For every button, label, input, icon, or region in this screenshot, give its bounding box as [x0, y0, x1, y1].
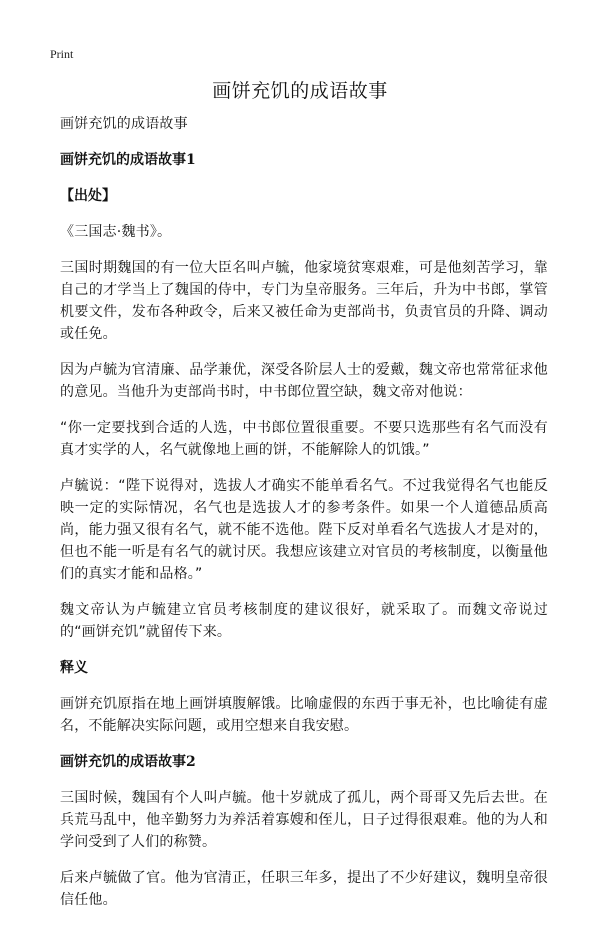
source-heading: 【出处】: [60, 188, 116, 204]
article-body: [60, 113, 548, 925]
page-title: 画饼充饥的成语故事: [212, 80, 388, 102]
story2-heading: 画饼充饥的成语故事2: [60, 754, 196, 770]
story1-paragraph-2: 因为卢毓为官清廉、品学兼优，深受各阶层人士的爱戴，魏文帝也常常征求他的意见。当他升为吏部尚书时，中书郎位置空缺，魏文帝对他说：: [60, 362, 548, 400]
source-text: 《三国志·魏书》。: [60, 224, 172, 240]
story2-paragraph-2: 后来卢毓做了官。他为官清正，任职三年多，提出了不少好建议，魏明皇帝很信任他。: [60, 870, 548, 908]
story1-heading: 画饼充饥的成语故事1: [60, 152, 196, 168]
print-link[interactable]: Print: [50, 47, 74, 61]
story1-paragraph-4: 卢毓说：“陛下说得对，选拔人才确实不能单看名气。不过我觉得名气也能反映一定的实际情况，名气也是选拔人才的参考条件。如果一个人道德品质高尚，能力强又很有名气，就不能不选他。陛下反对单看名气选拔人才是对的，但也不能一听是有名气的就讨厌。我想应该建立对官员的考核制度，以衡量他们的真实才能和品格。”: [60, 478, 548, 582]
story1-paragraph-1: 三国时期魏国的有一位大臣名叫卢毓，他家境贫寒艰难，可是他刻苦学习，靠自己的才学当上了魏国的侍中，专门为皇帝服务。三年后，升为中书郎，掌管机要文件，发布各种政令，后来又被任命为吏部尚书，负责官员的升降、调动或任免。: [60, 260, 548, 342]
story2-paragraph-1: 三国时候，魏国有个人叫卢毓。他十岁就成了孤儿，两个哥哥又先后去世。在兵荒马乱中，他辛勤努力为养活着寡嫂和侄儿，日子过得很艰难。他的为人和学问受到了人们的称赞。: [60, 790, 548, 850]
meaning-text: 画饼充饥原指在地上画饼填腹解饿。比喻虚假的东西于事无补，也比喻徒有虚名，不能解决实际问题，或用空想来自我安慰。: [60, 696, 548, 734]
story1-paragraph-5: 魏文帝认为卢毓建立官员考核制度的建议很好，就采取了。而魏文帝说过的“画饼充饥”就留传下来。: [60, 602, 548, 640]
meaning-heading: 释义: [60, 660, 88, 676]
story1-paragraph-3: “你一定要找到合适的人选，中书郎位置很重要。不要只选那些有名气而没有真才实学的人，名气就像地上画的饼，不能解除人的饥饿。”: [60, 420, 548, 458]
intro-text: 画饼充饥的成语故事: [60, 116, 188, 132]
